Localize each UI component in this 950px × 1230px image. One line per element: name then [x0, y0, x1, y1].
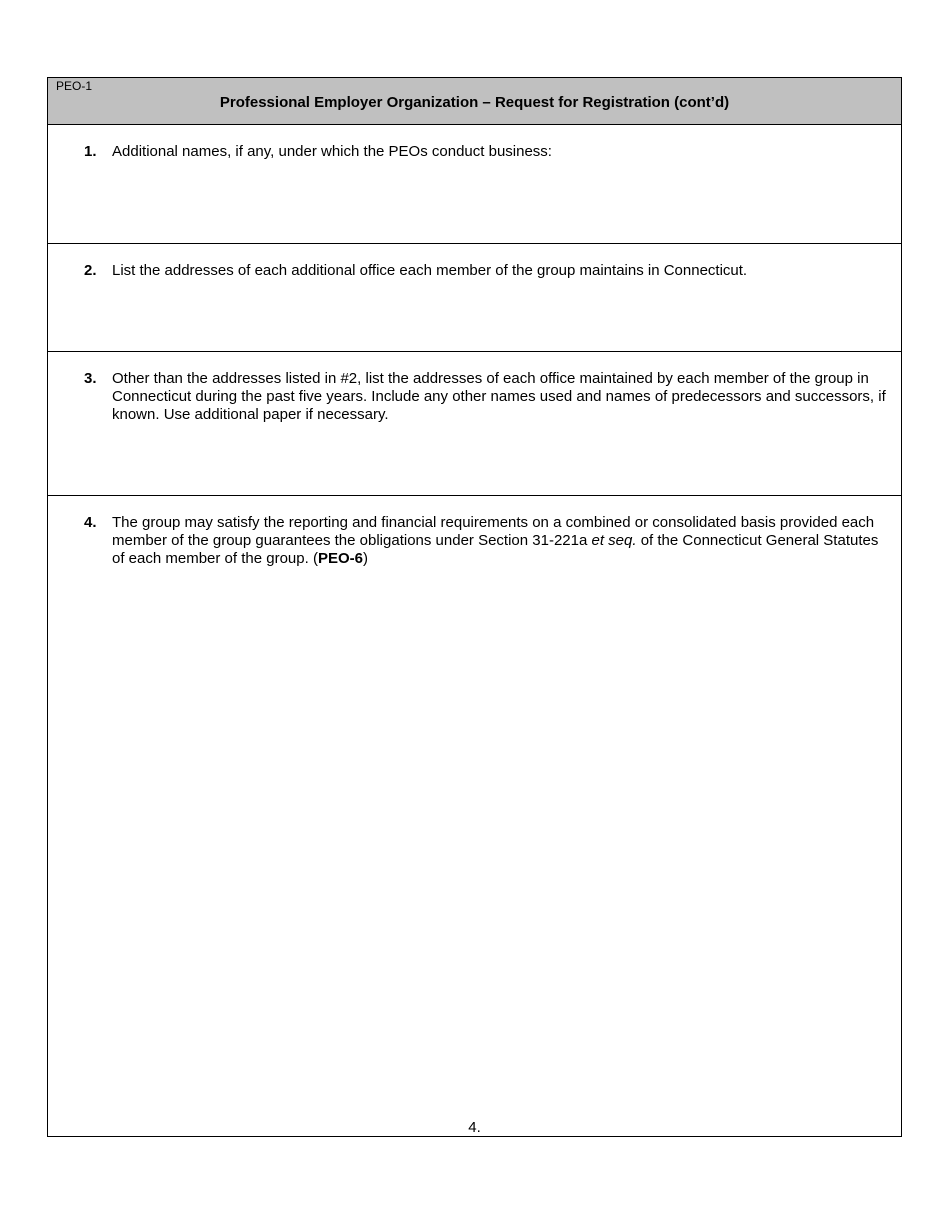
item-text-4-form-ref: PEO-6 — [317, 550, 363, 567]
form-code: PEO-1 — [56, 79, 93, 93]
section-1 — [48, 125, 901, 244]
item-text-4-italic: et seq. — [591, 532, 637, 549]
item-number-1: 1. — [84, 143, 97, 160]
page-number: 4. — [468, 1119, 481, 1136]
item-text-3: Other than the addresses listed in #2, list the addresses of each office maintained by each member of the group in Connecticut during the past five years. Include any other names used and names of predecessors and successors, if known. Use additional paper if necessary. — [112, 370, 886, 423]
section-2 — [48, 244, 901, 352]
item-number-4: 4. — [84, 514, 97, 531]
item-text-4-part-b: of the Connecticut General Statutes of each member of the group. ( — [112, 532, 879, 567]
item-text-2: List the addresses of each additional office each member of the group maintains in Connecticut. — [112, 262, 748, 279]
registration-form — [47, 77, 902, 1137]
form-header — [48, 78, 901, 125]
section-3 — [48, 352, 901, 496]
item-text-4-part-a: The group may satisfy the reporting and financial requirements on a combined or consolidated basis provided each member of the group guarantees the obligations under Section 31-221a — [112, 514, 875, 549]
section-4 — [48, 496, 901, 1136]
item-number-2: 2. — [84, 262, 97, 279]
item-text-4 — [112, 514, 887, 568]
item-text-1: Additional names, if any, under which the PEOs conduct business: — [112, 143, 552, 160]
form-title: Professional Employer Organization – Request for Registration (cont’d) — [219, 94, 730, 111]
item-text-4-part-c: ) — [362, 550, 368, 567]
item-number-3: 3. — [84, 370, 97, 387]
